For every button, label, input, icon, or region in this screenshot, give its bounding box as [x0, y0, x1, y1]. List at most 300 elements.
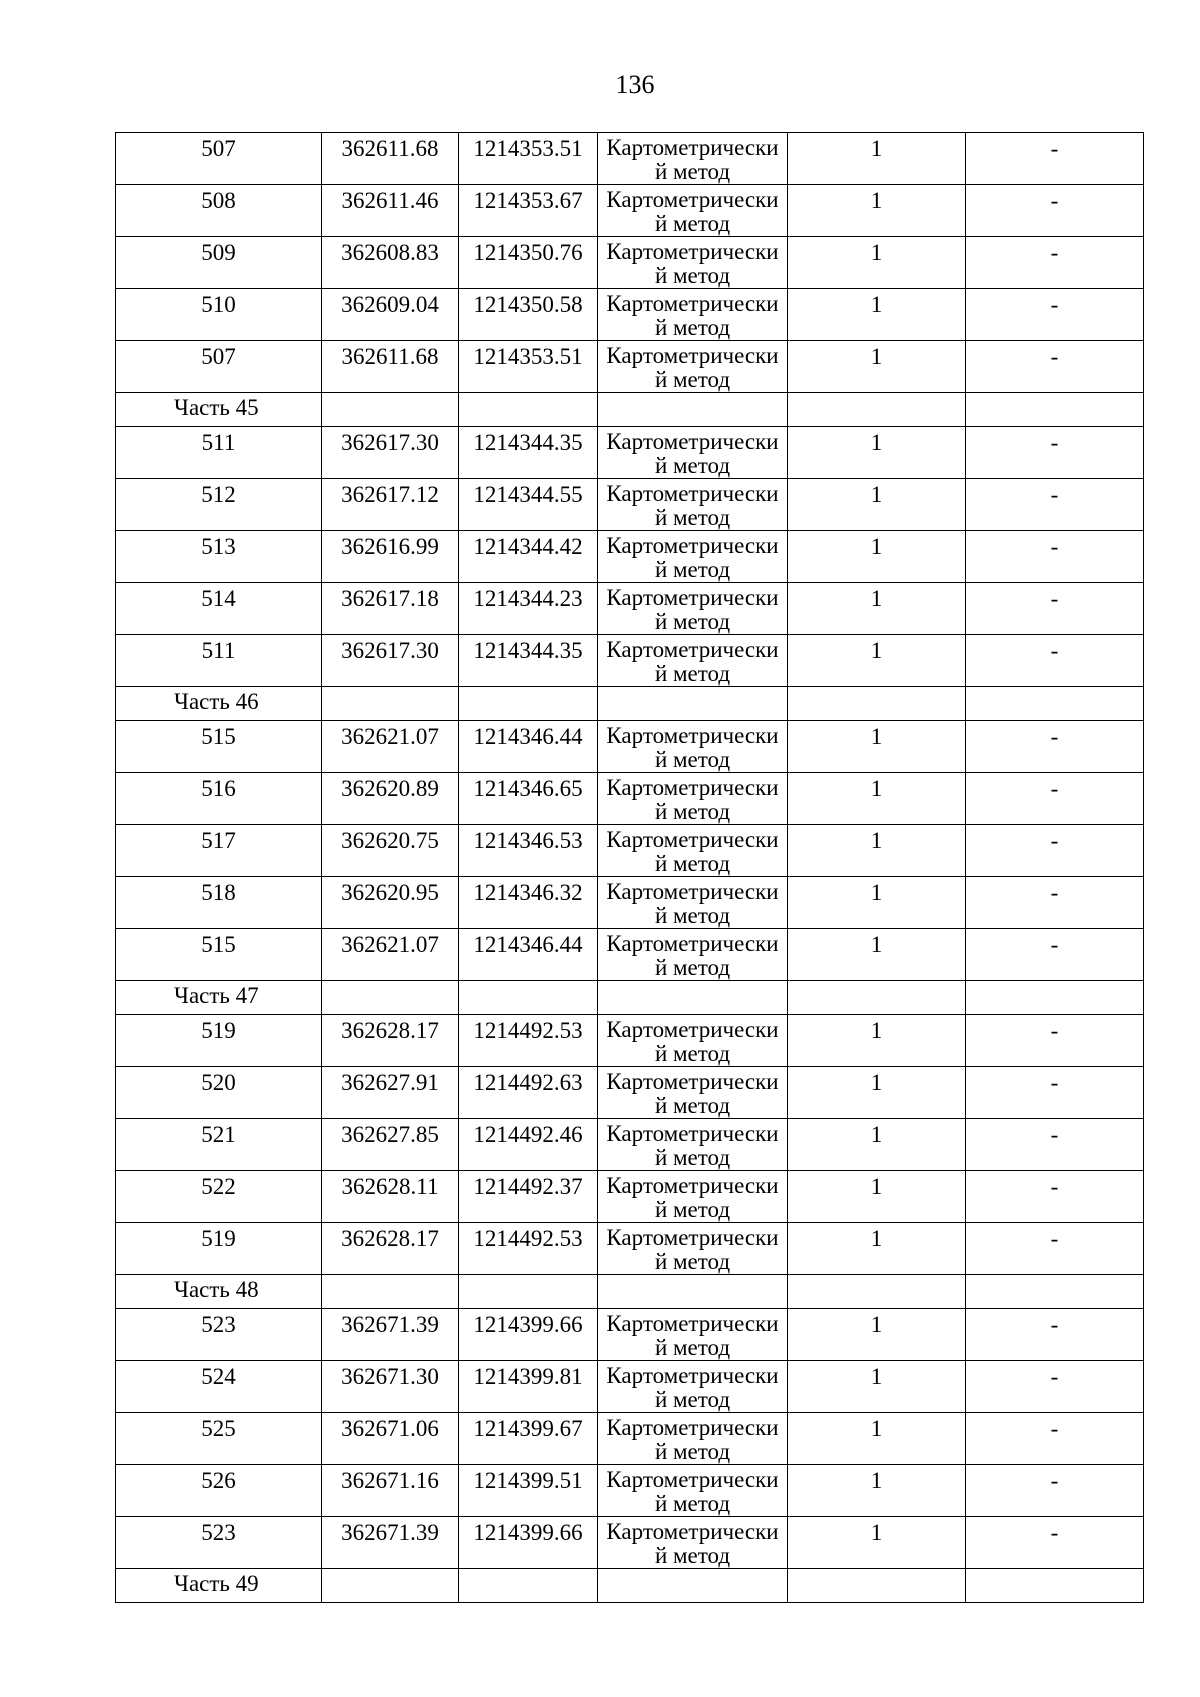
point-number-value: 518 [201, 880, 236, 905]
table-row [116, 185, 1144, 237]
accuracy-value: 1 [870, 776, 883, 801]
table-row [116, 877, 1144, 929]
point-number-cell [116, 773, 322, 825]
accuracy-value: 1 [870, 1070, 883, 1095]
note-value: - [1050, 482, 1059, 507]
note-cell [966, 825, 1144, 877]
empty-cell [966, 687, 1144, 721]
x-coordinate-cell [322, 1361, 459, 1413]
table-row [116, 1067, 1144, 1119]
empty-cell [598, 687, 788, 721]
part-header-row [116, 1569, 1144, 1603]
note-value: - [1050, 1364, 1059, 1389]
part-header-row [116, 1275, 1144, 1309]
y-coordinate-cell [459, 877, 598, 929]
empty-cell [966, 1275, 1144, 1309]
method-cell [598, 1171, 788, 1223]
note-value: - [1050, 1520, 1059, 1545]
y-coordinate-value: 1214353.67 [473, 188, 583, 213]
note-cell [966, 1309, 1144, 1361]
point-number-cell [116, 929, 322, 981]
note-value: - [1050, 880, 1059, 905]
empty-cell [788, 1569, 966, 1603]
x-coordinate-cell [322, 185, 459, 237]
y-coordinate-value: 1214399.81 [473, 1364, 583, 1389]
method-cell [598, 479, 788, 531]
point-number-value: 516 [201, 776, 236, 801]
note-value: - [1050, 1416, 1059, 1441]
accuracy-cell [788, 773, 966, 825]
accuracy-value: 1 [870, 1416, 883, 1441]
point-number-cell [116, 479, 322, 531]
x-coordinate-cell [322, 1171, 459, 1223]
note-value: - [1050, 1018, 1059, 1043]
part-label: Часть 47 [174, 983, 259, 1008]
x-coordinate-cell [322, 237, 459, 289]
accuracy-cell [788, 341, 966, 393]
x-coordinate-value: 362608.83 [341, 240, 439, 265]
y-coordinate-value: 1214344.23 [473, 586, 583, 611]
note-cell [966, 185, 1144, 237]
accuracy-cell [788, 1517, 966, 1569]
method-value: Картометрически й метод [606, 637, 779, 686]
point-number-cell [116, 133, 322, 185]
part-label: Часть 49 [174, 1571, 259, 1596]
x-coordinate-cell [322, 133, 459, 185]
x-coordinate-cell [322, 583, 459, 635]
x-coordinate-cell [322, 1413, 459, 1465]
method-value: Картометрически й метод [606, 1173, 779, 1222]
x-coordinate-value: 362620.75 [341, 828, 439, 853]
y-coordinate-cell [459, 583, 598, 635]
accuracy-value: 1 [870, 1312, 883, 1337]
method-cell [598, 877, 788, 929]
x-coordinate-cell [322, 1517, 459, 1569]
accuracy-value: 1 [870, 880, 883, 905]
point-number-cell [116, 1015, 322, 1067]
point-number-cell [116, 185, 322, 237]
accuracy-cell [788, 1223, 966, 1275]
point-number-value: 515 [201, 724, 236, 749]
accuracy-cell [788, 133, 966, 185]
y-coordinate-cell [459, 289, 598, 341]
note-cell [966, 531, 1144, 583]
point-number-cell [116, 1119, 322, 1171]
table-row [116, 1517, 1144, 1569]
note-value: - [1050, 1226, 1059, 1251]
accuracy-cell [788, 1067, 966, 1119]
x-coordinate-value: 362671.06 [341, 1416, 439, 1441]
note-cell [966, 929, 1144, 981]
note-cell [966, 1361, 1144, 1413]
x-coordinate-cell [322, 635, 459, 687]
point-number-value: 525 [201, 1416, 236, 1441]
table-row [116, 1413, 1144, 1465]
accuracy-cell [788, 1015, 966, 1067]
y-coordinate-value: 1214399.51 [473, 1468, 583, 1493]
x-coordinate-value: 362671.39 [341, 1312, 439, 1337]
method-value: Картометрически й метод [606, 1017, 779, 1066]
method-value: Картометрически й метод [606, 1519, 779, 1568]
point-number-cell [116, 1517, 322, 1569]
accuracy-value: 1 [870, 136, 883, 161]
accuracy-value: 1 [870, 482, 883, 507]
method-value: Картометрически й метод [606, 1069, 779, 1118]
method-cell [598, 427, 788, 479]
x-coordinate-value: 362620.89 [341, 776, 439, 801]
accuracy-value: 1 [870, 1174, 883, 1199]
note-value: - [1050, 932, 1059, 957]
method-value: Картометрически й метод [606, 931, 779, 980]
table-row [116, 289, 1144, 341]
note-cell [966, 1171, 1144, 1223]
note-value: - [1050, 240, 1059, 265]
method-cell [598, 1015, 788, 1067]
note-value: - [1050, 136, 1059, 161]
method-cell [598, 185, 788, 237]
point-number-value: 507 [201, 344, 236, 369]
y-coordinate-cell [459, 721, 598, 773]
point-number-cell [116, 1067, 322, 1119]
coordinates-table [115, 132, 1144, 1603]
accuracy-value: 1 [870, 1226, 883, 1251]
empty-cell [788, 981, 966, 1015]
x-coordinate-value: 362620.95 [341, 880, 439, 905]
empty-cell [322, 1569, 459, 1603]
table-row [116, 1361, 1144, 1413]
empty-cell [598, 1569, 788, 1603]
method-value: Картометрически й метод [606, 239, 779, 288]
part-label-cell [116, 1569, 322, 1603]
note-cell [966, 427, 1144, 479]
empty-cell [598, 393, 788, 427]
empty-cell [459, 687, 598, 721]
x-coordinate-cell [322, 825, 459, 877]
y-coordinate-cell [459, 1223, 598, 1275]
x-coordinate-value: 362671.16 [341, 1468, 439, 1493]
point-number-cell [116, 237, 322, 289]
method-cell [598, 929, 788, 981]
x-coordinate-value: 362671.39 [341, 1520, 439, 1545]
note-cell [966, 1465, 1144, 1517]
note-value: - [1050, 292, 1059, 317]
accuracy-cell [788, 1309, 966, 1361]
note-value: - [1050, 638, 1059, 663]
note-cell [966, 1015, 1144, 1067]
accuracy-value: 1 [870, 1468, 883, 1493]
method-cell [598, 1223, 788, 1275]
part-label-cell [116, 393, 322, 427]
point-number-value: 507 [201, 136, 236, 161]
point-number-value: 511 [201, 430, 236, 455]
point-number-value: 517 [201, 828, 236, 853]
note-cell [966, 237, 1144, 289]
table-row [116, 1309, 1144, 1361]
method-cell [598, 237, 788, 289]
note-cell [966, 773, 1144, 825]
y-coordinate-value: 1214350.76 [473, 240, 583, 265]
method-value: Картометрически й метод [606, 481, 779, 530]
x-coordinate-cell [322, 289, 459, 341]
note-cell [966, 133, 1144, 185]
table-row [116, 635, 1144, 687]
method-cell [598, 1413, 788, 1465]
accuracy-value: 1 [870, 430, 883, 455]
empty-cell [966, 1569, 1144, 1603]
x-coordinate-value: 362617.12 [341, 482, 439, 507]
accuracy-cell [788, 185, 966, 237]
method-value: Картометрически й метод [606, 1225, 779, 1274]
empty-cell [459, 981, 598, 1015]
x-coordinate-value: 362628.17 [341, 1226, 439, 1251]
method-value: Картометрически й метод [606, 1363, 779, 1412]
accuracy-value: 1 [870, 932, 883, 957]
empty-cell [459, 1569, 598, 1603]
note-cell [966, 341, 1144, 393]
note-value: - [1050, 188, 1059, 213]
empty-cell [966, 981, 1144, 1015]
table-row [116, 531, 1144, 583]
point-number-cell [116, 721, 322, 773]
note-cell [966, 1119, 1144, 1171]
point-number-value: 523 [201, 1520, 236, 1545]
point-number-value: 513 [201, 534, 236, 559]
point-number-value: 512 [201, 482, 236, 507]
point-number-value: 521 [201, 1122, 236, 1147]
empty-cell [788, 687, 966, 721]
note-cell [966, 877, 1144, 929]
method-value: Картометрически й метод [606, 533, 779, 582]
point-number-cell [116, 877, 322, 929]
table-row [116, 583, 1144, 635]
accuracy-cell [788, 531, 966, 583]
point-number-cell [116, 635, 322, 687]
table-row [116, 825, 1144, 877]
point-number-value: 526 [201, 1468, 236, 1493]
method-value: Картометрически й метод [606, 879, 779, 928]
method-cell [598, 583, 788, 635]
accuracy-value: 1 [870, 1364, 883, 1389]
note-value: - [1050, 1468, 1059, 1493]
note-value: - [1050, 1070, 1059, 1095]
point-number-cell [116, 583, 322, 635]
y-coordinate-value: 1214353.51 [473, 136, 583, 161]
x-coordinate-cell [322, 1309, 459, 1361]
y-coordinate-value: 1214344.55 [473, 482, 583, 507]
table-row [116, 427, 1144, 479]
empty-cell [322, 687, 459, 721]
accuracy-value: 1 [870, 638, 883, 663]
x-coordinate-cell [322, 1067, 459, 1119]
method-value: Картометрически й метод [606, 429, 779, 478]
y-coordinate-cell [459, 1361, 598, 1413]
part-header-row [116, 687, 1144, 721]
note-cell [966, 1413, 1144, 1465]
part-header-row [116, 393, 1144, 427]
x-coordinate-cell [322, 721, 459, 773]
table-row [116, 237, 1144, 289]
accuracy-cell [788, 1171, 966, 1223]
y-coordinate-value: 1214344.35 [473, 430, 583, 455]
accuracy-cell [788, 1413, 966, 1465]
accuracy-cell [788, 237, 966, 289]
x-coordinate-cell [322, 1223, 459, 1275]
empty-cell [788, 393, 966, 427]
x-coordinate-cell [322, 1119, 459, 1171]
note-value: - [1050, 828, 1059, 853]
part-label-cell [116, 981, 322, 1015]
table-row [116, 133, 1144, 185]
accuracy-value: 1 [870, 292, 883, 317]
table-body [116, 133, 1144, 1603]
y-coordinate-cell [459, 479, 598, 531]
table-row [116, 1119, 1144, 1171]
y-coordinate-cell [459, 1465, 598, 1517]
y-coordinate-cell [459, 1067, 598, 1119]
point-number-value: 515 [201, 932, 236, 957]
note-value: - [1050, 344, 1059, 369]
empty-cell [598, 981, 788, 1015]
x-coordinate-value: 362628.11 [341, 1174, 439, 1199]
table-row [116, 773, 1144, 825]
x-coordinate-cell [322, 1465, 459, 1517]
y-coordinate-cell [459, 1309, 598, 1361]
accuracy-value: 1 [870, 828, 883, 853]
x-coordinate-cell [322, 1015, 459, 1067]
y-coordinate-value: 1214492.37 [473, 1174, 583, 1199]
accuracy-cell [788, 583, 966, 635]
x-coordinate-value: 362621.07 [341, 724, 439, 749]
y-coordinate-cell [459, 773, 598, 825]
point-number-cell [116, 427, 322, 479]
note-cell [966, 1223, 1144, 1275]
accuracy-value: 1 [870, 724, 883, 749]
empty-cell [966, 393, 1144, 427]
y-coordinate-value: 1214492.53 [473, 1226, 583, 1251]
method-value: Картометрически й метод [606, 343, 779, 392]
x-coordinate-value: 362627.91 [341, 1070, 439, 1095]
y-coordinate-value: 1214399.66 [473, 1312, 583, 1337]
method-value: Картометрически й метод [606, 1415, 779, 1464]
method-cell [598, 721, 788, 773]
accuracy-cell [788, 877, 966, 929]
point-number-value: 509 [201, 240, 236, 265]
accuracy-cell [788, 1465, 966, 1517]
method-cell [598, 1361, 788, 1413]
method-cell [598, 1067, 788, 1119]
point-number-cell [116, 289, 322, 341]
table-row [116, 1171, 1144, 1223]
method-cell [598, 133, 788, 185]
accuracy-value: 1 [870, 1018, 883, 1043]
accuracy-value: 1 [870, 188, 883, 213]
part-label-cell [116, 687, 322, 721]
x-coordinate-value: 362617.30 [341, 430, 439, 455]
point-number-value: 508 [201, 188, 236, 213]
note-value: - [1050, 1312, 1059, 1337]
note-cell [966, 289, 1144, 341]
accuracy-cell [788, 635, 966, 687]
x-coordinate-value: 362628.17 [341, 1018, 439, 1043]
y-coordinate-cell [459, 531, 598, 583]
point-number-cell [116, 1465, 322, 1517]
accuracy-cell [788, 1119, 966, 1171]
y-coordinate-cell [459, 185, 598, 237]
table-row [116, 479, 1144, 531]
note-cell [966, 1517, 1144, 1569]
y-coordinate-value: 1214346.65 [473, 776, 583, 801]
y-coordinate-cell [459, 237, 598, 289]
part-header-row [116, 981, 1144, 1015]
point-number-cell [116, 1223, 322, 1275]
point-number-value: 520 [201, 1070, 236, 1095]
point-number-value: 519 [201, 1226, 236, 1251]
table-row [116, 1015, 1144, 1067]
note-cell [966, 479, 1144, 531]
note-cell [966, 1067, 1144, 1119]
accuracy-value: 1 [870, 240, 883, 265]
x-coordinate-value: 362611.68 [341, 344, 439, 369]
method-cell [598, 773, 788, 825]
accuracy-value: 1 [870, 344, 883, 369]
method-cell [598, 1309, 788, 1361]
accuracy-value: 1 [870, 1520, 883, 1545]
y-coordinate-cell [459, 1413, 598, 1465]
method-value: Картометрически й метод [606, 1467, 779, 1516]
note-value: - [1050, 1174, 1059, 1199]
empty-cell [322, 981, 459, 1015]
method-cell [598, 1119, 788, 1171]
x-coordinate-value: 362617.18 [341, 586, 439, 611]
note-value: - [1050, 1122, 1059, 1147]
y-coordinate-cell [459, 1015, 598, 1067]
accuracy-cell [788, 479, 966, 531]
x-coordinate-cell [322, 531, 459, 583]
method-value: Картометрически й метод [606, 827, 779, 876]
accuracy-value: 1 [870, 586, 883, 611]
y-coordinate-value: 1214399.66 [473, 1520, 583, 1545]
point-number-value: 510 [201, 292, 236, 317]
x-coordinate-value: 362617.30 [341, 638, 439, 663]
x-coordinate-cell [322, 929, 459, 981]
method-value: Картометрически й метод [606, 723, 779, 772]
y-coordinate-value: 1214353.51 [473, 344, 583, 369]
empty-cell [788, 1275, 966, 1309]
point-number-cell [116, 1309, 322, 1361]
x-coordinate-value: 362621.07 [341, 932, 439, 957]
part-label: Часть 45 [174, 395, 259, 420]
y-coordinate-value: 1214344.42 [473, 534, 583, 559]
note-cell [966, 583, 1144, 635]
part-label: Часть 48 [174, 1277, 259, 1302]
empty-cell [459, 1275, 598, 1309]
method-cell [598, 635, 788, 687]
accuracy-cell [788, 1361, 966, 1413]
note-value: - [1050, 430, 1059, 455]
method-cell [598, 341, 788, 393]
point-number-cell [116, 531, 322, 583]
method-value: Картометрически й метод [606, 775, 779, 824]
y-coordinate-value: 1214350.58 [473, 292, 583, 317]
point-number-cell [116, 1361, 322, 1413]
accuracy-value: 1 [870, 1122, 883, 1147]
y-coordinate-cell [459, 427, 598, 479]
part-label-cell [116, 1275, 322, 1309]
x-coordinate-value: 362671.30 [341, 1364, 439, 1389]
accuracy-cell [788, 721, 966, 773]
point-number-value: 511 [201, 638, 236, 663]
accuracy-cell [788, 929, 966, 981]
